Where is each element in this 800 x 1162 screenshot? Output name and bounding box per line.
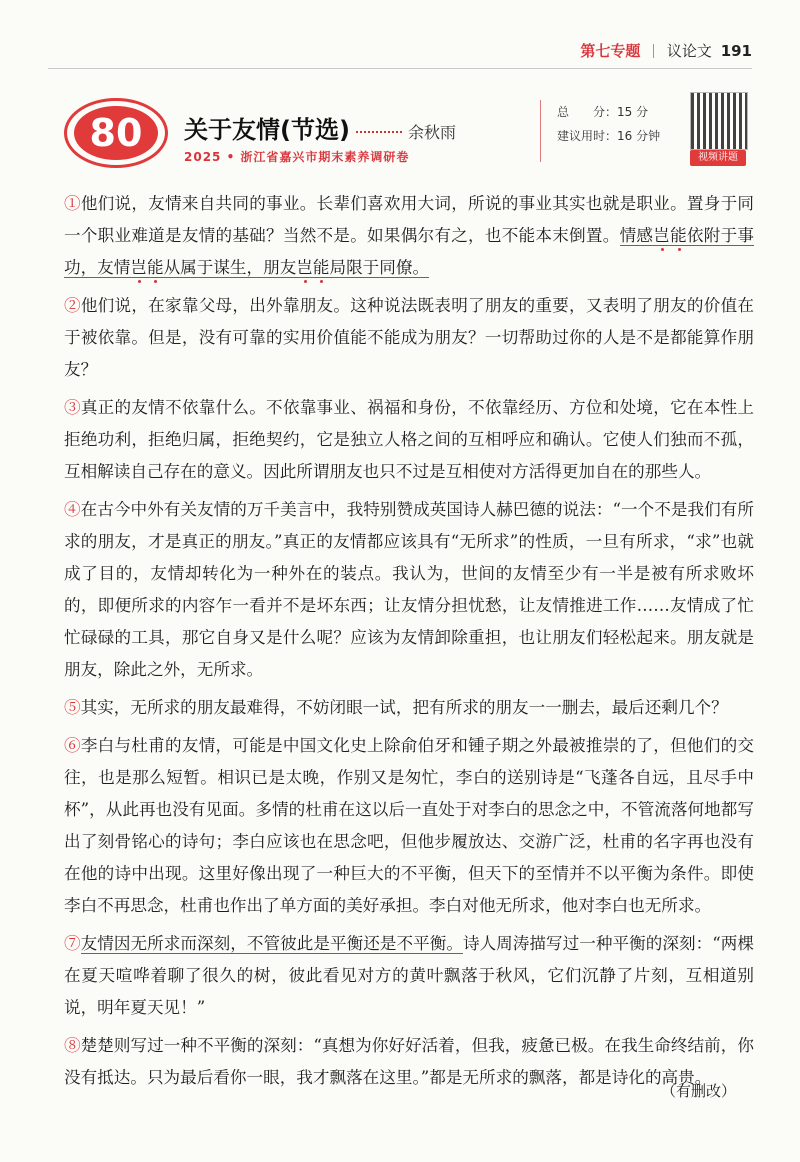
score-label: 总 分：15 分 xyxy=(557,105,649,119)
para-number: ① xyxy=(64,194,81,213)
underlined-text: 情感 xyxy=(619,226,654,245)
paragraph-4 xyxy=(64,494,754,686)
author-name: 余秋雨 xyxy=(407,123,456,142)
source-line: 2025 • 浙江省嘉兴市期末素养调研卷 xyxy=(184,150,410,164)
para-number: ③ xyxy=(64,398,81,417)
article-number-badge xyxy=(64,98,168,168)
emphasis-char: 能 xyxy=(312,258,330,277)
title-block xyxy=(184,110,456,145)
paragraph-8 xyxy=(64,1030,754,1094)
para-text: 李白与杜甫的友情，可能是中国文化史上除俞伯牙和锺子期之外最被推崇的了，但他们的交往，也是那么短暂。相识已是太晚，作别又是匆忙，李白的送别诗是“飞蓬各自远，且尽手中杯”，从此再也没有见面。多情的杜甫在这以后一直处于对李白的思念之中，不管流落何地都写出了刻骨铭心的诗句；李白应该也在思念吧，但他步履放达、交游广泛，杜甫的名字再也没有在他的诗中出现。这里好像出现了一种巨大的不平衡，但天下的至情并不以平衡为条件。即使李白不再思念，杜甫也作出了单方面的美好承担。李白对他无所求，他对李白也无所求。 xyxy=(64,736,755,915)
paragraph-2 xyxy=(64,290,754,386)
header-divider xyxy=(653,44,654,58)
para-text: 在古今中外有关友情的万千美言中，我特别赞成英国诗人赫巴德的说法：“一个不是我们有所求的朋友，才是真正的朋友。”真正的友情都应该具有“无所求”的性质，一旦有所求，“求”也就成了目的，友情却转化为一种外在的装点。我认为，世间的友情至少有一半是被有所求败坏的，即便所求的内容乍一看并不是坏东西；让友情分担忧愁，让友情推进工作……友情成了忙忙碌碌的工具，那它自身又是什么呢？应该为友情卸除重担，也让朋友们轻松起来。朋友就是朋友，除此之外，无所求。 xyxy=(64,500,754,679)
para-number: ⑦ xyxy=(64,934,81,953)
qr-code[interactable] xyxy=(690,92,748,150)
paragraph-6 xyxy=(64,730,754,922)
emphasis-char: 能 xyxy=(670,226,687,245)
article-number: 80 xyxy=(74,106,158,160)
underlined-text: 局限于同僚。 xyxy=(329,258,430,277)
para-text: 他们说，在家靠父母，出外靠朋友。这种说法既表明了朋友的重要，又表明了朋友的价值在于被依靠。但是，没有可靠的实用价值能不能成为朋友？一切帮助过你的人是不是都能算作朋友？ xyxy=(64,296,755,379)
para-number: ⑧ xyxy=(64,1036,81,1055)
paragraph-7 xyxy=(64,928,754,1024)
para-number: ⑥ xyxy=(64,736,81,755)
header-rule xyxy=(48,68,752,69)
paragraph-1 xyxy=(64,188,754,284)
para-number: ② xyxy=(64,296,81,315)
para-text: 其实，无所求的朋友最难得，不妨闭眼一试，把有所求的朋友一一删去，最后还剩几个？ xyxy=(80,698,728,717)
subject-label: 议论文 xyxy=(666,42,712,60)
edit-note: （有删改） xyxy=(660,1082,736,1100)
page-number: 191 xyxy=(720,42,752,60)
para-text: 楚楚则写过一种不平衡的深刻：“真想为你好好活着，但我，疲惫已极。在我生命终结前，你没有抵达。只为最后看你一眼，我才飘落在这里。”都是无所求的飘落，都是诗化的高贵。 xyxy=(64,1036,754,1087)
para-number: ⑤ xyxy=(64,698,81,717)
paragraph-3 xyxy=(64,392,754,488)
para-text: 诗人周涛描写过一种平衡的深刻：“两棵在夏天喧哗着聊了很久的树，彼此看见对方的黄叶飘落于秋风，它们沉静了片刻，互相道别说，明年夏天见！” xyxy=(64,934,754,1017)
page-header xyxy=(580,40,752,61)
emphasis-char: 能 xyxy=(146,258,164,277)
underlined-text: 依附于事功，友情 xyxy=(64,226,755,277)
para-text: 他们说，友情来自共同的事业。长辈们喜欢用大词，所说的事业其实也就是职业。置身于同一个职业难道是友情的基础？当然不是。如果偶尔有之，也不能本末倒置。 xyxy=(64,194,755,245)
time-label: 建议用时：16 分钟 xyxy=(557,129,661,143)
title-dots xyxy=(356,131,402,133)
info-box xyxy=(540,100,687,162)
video-lecture-button[interactable]: 视频讲题 xyxy=(690,150,746,166)
emphasis-char: 岂 xyxy=(130,258,147,277)
paragraph-5 xyxy=(64,692,754,724)
section-label: 第七专题 xyxy=(580,42,641,60)
para-text: 真正的友情不依靠什么。不依靠事业、祸福和身份，不依靠经历、方位和处境，它在本性上拒绝功利，拒绝归属，拒绝契约，它是独立人格之间的互相呼应和确认。它使人们独而不孤，互相解读自己存在的意义。因此所谓朋友也只不过是互相使对方活得更加自在的那些人。 xyxy=(64,398,755,481)
article-title xyxy=(184,116,456,144)
title-text: 关于友情(节选) xyxy=(184,116,350,144)
para-number: ④ xyxy=(64,500,81,519)
article-body xyxy=(64,188,754,1100)
emphasis-char: 岂 xyxy=(653,226,671,245)
underlined-sentence: 友情因无所求而深刻，不管彼此是平衡还是不平衡。 xyxy=(80,934,463,953)
emphasis-char: 岂 xyxy=(296,258,313,277)
underlined-text: 从属于谋生，朋友 xyxy=(163,258,297,277)
